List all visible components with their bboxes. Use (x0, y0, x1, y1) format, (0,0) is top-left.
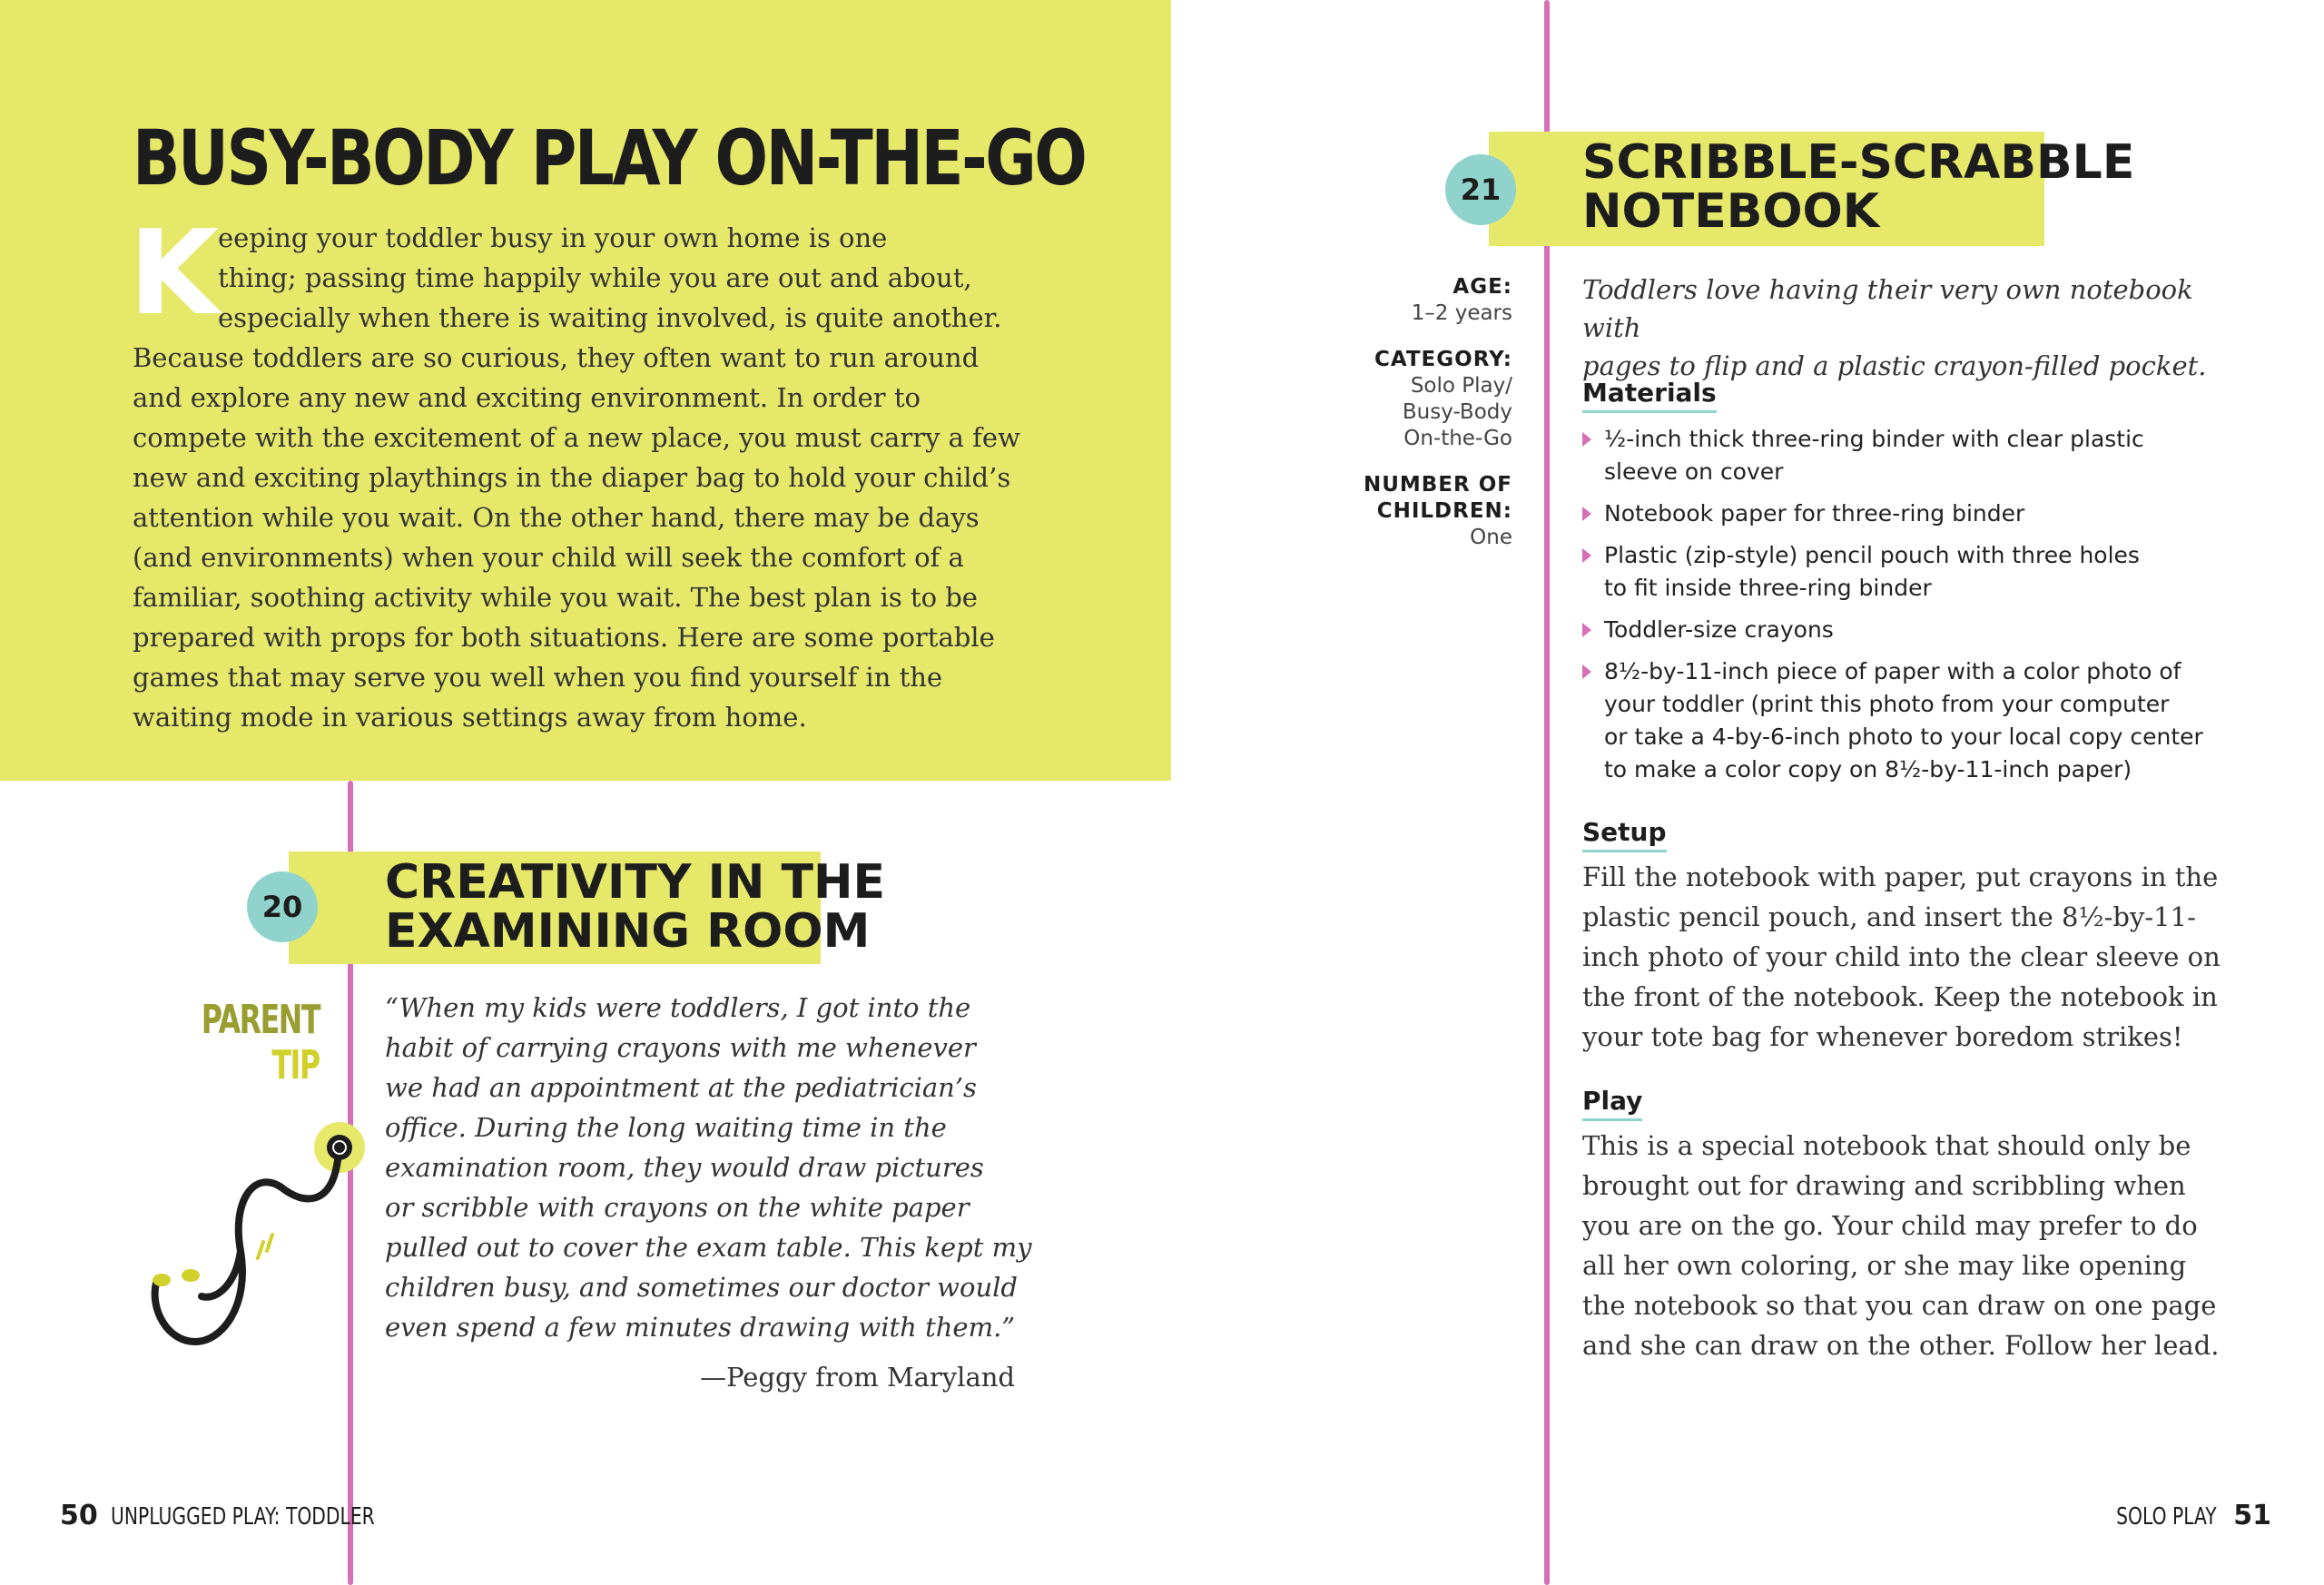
play-line: all her own coloring, or she may like opening (1582, 1250, 2187, 1281)
meta-category-value: On-the-Go (1403, 427, 1512, 450)
intro-line: waiting mode in various settings away from home. (133, 702, 807, 733)
drop-cap: K (129, 206, 220, 341)
materials-item-line: to make a color copy on 8½-by-11-inch paper) (1604, 756, 2132, 783)
materials-item-line: 8½-by-11-inch piece of paper with a color photo of (1604, 658, 2181, 684)
meta-children-label: CHILDREN: (1376, 499, 1512, 523)
materials-item-line: sleeve on cover (1604, 458, 1784, 485)
left-page-footer (60, 1500, 449, 1531)
quote-line: habit of carrying crayons with me whenever (385, 1032, 976, 1063)
quote-attribution: —Peggy from Maryland (700, 1362, 1015, 1393)
materials-list (1582, 423, 2236, 795)
intro-line: attention while you wait. On the other hand, there may be days (133, 502, 980, 533)
intro-line: and explore any new and exciting environment. In order to (133, 382, 921, 413)
activity-21-title (1582, 135, 2135, 239)
bullet-arrow-icon (1582, 665, 1591, 679)
activity-20-title-line1: CREATIVITY IN THE (385, 855, 886, 910)
play-paragraph (1582, 1126, 2236, 1365)
activity-20-title-line2: EXAMINING ROOM (385, 904, 871, 959)
activity-21-intro (1582, 271, 2218, 385)
materials-item (1582, 614, 2236, 646)
stethoscope-icon (145, 1115, 372, 1369)
left-running-head: UNPLUGGED PLAY: TODDLER (111, 1503, 375, 1531)
chapter-section-title: BUSY-BODY PLAY ON-THE-GO (133, 113, 1086, 202)
activity-21-title-line2: NOTEBOOK (1582, 184, 1880, 239)
setup-line: Fill the notebook with paper, put crayons in the (1582, 861, 2219, 892)
quote-line: office. During the long waiting time in the (385, 1112, 947, 1143)
intro-paragraph (133, 218, 1022, 737)
activity-20-number-badge: 20 (247, 871, 318, 942)
materials-item-line: Notebook paper for three-ring binder (1604, 500, 2025, 527)
bullet-arrow-icon (1582, 432, 1591, 447)
meta-category-label: CATEGORY: (1374, 348, 1512, 371)
right-page-number: 51 (2233, 1500, 2271, 1531)
meta-number-of-children (1364, 472, 1512, 551)
intro-line: compete with the excitement of a new place, you must carry a few (133, 422, 1020, 453)
parent-tip-label-parent: PARENT (201, 997, 320, 1043)
quote-line: or scribble with crayons on the white paper (385, 1192, 970, 1223)
quote-line: pulled out to cover the exam table. This kept my (385, 1232, 1032, 1263)
intro-line: prepared with props for both situations. Here are some portable (133, 622, 995, 653)
intro-line: new and exciting playthings in the diaper bag to hold your child’s (133, 462, 1011, 493)
setup-line: the front of the notebook. Keep the notebook in (1582, 981, 2218, 1012)
intro-line: especially when there is waiting involved, is quite another. (218, 302, 1002, 333)
meta-children-label: NUMBER OF (1363, 473, 1512, 497)
materials-item-line: ½-inch thick three-ring binder with clear plastic (1604, 426, 2144, 452)
activity-intro-line: Toddlers love having their very own notebook with (1582, 274, 2193, 343)
materials-heading: Materials (1582, 378, 1717, 413)
meta-age-value: 1–2 years (1411, 301, 1512, 325)
setup-paragraph (1582, 857, 2236, 1057)
quote-line: even spend a few minutes drawing with them.” (385, 1312, 1016, 1343)
quote-line: examination room, they would draw pictures (385, 1152, 984, 1183)
meta-category (1374, 347, 1512, 452)
bullet-arrow-icon (1582, 507, 1591, 521)
quote-line: “When my kids were toddlers, I got into the (385, 992, 971, 1023)
bullet-arrow-icon (1582, 548, 1591, 563)
setup-line: plastic pencil pouch, and insert the 8½-by-11- (1582, 901, 2196, 932)
activity-20-title (385, 855, 886, 959)
parent-tip-label-tip: TIP (271, 1042, 320, 1088)
right-page-footer (2088, 1500, 2271, 1531)
meta-age (1412, 274, 1512, 327)
intro-line: games that may serve you well when you find yourself in the (133, 662, 943, 693)
intro-line: (and environments) when your child will seek the comfort of a (133, 542, 964, 573)
meta-age-label: AGE: (1452, 275, 1512, 299)
materials-item (1582, 539, 2236, 605)
materials-item-line: Toddler-size crayons (1604, 616, 1834, 643)
bullet-arrow-icon (1582, 623, 1591, 637)
setup-line: your tote bag for whenever boredom strikes! (1582, 1021, 2183, 1052)
play-line: you are on the go. Your child may prefer to do (1582, 1210, 2198, 1241)
quote-line: children busy, and sometimes our doctor would (385, 1272, 1018, 1303)
materials-item-line: to fit inside three-ring binder (1604, 575, 1932, 601)
play-heading: Play (1582, 1086, 1642, 1121)
activity-21-number-badge: 21 (1445, 154, 1516, 225)
meta-children-value: One (1470, 526, 1512, 549)
materials-item-line: or take a 4-by-6-inch photo to your local copy center (1604, 724, 2203, 750)
activity-21-title-line1: SCRIBBLE-SCRABBLE (1582, 135, 2135, 190)
play-line: and she can draw on the other. Follow her lead. (1582, 1330, 2220, 1361)
play-line: the notebook so that you can draw on one page (1582, 1290, 2217, 1321)
materials-item (1582, 655, 2236, 786)
setup-line: inch photo of your child into the clear sleeve on (1582, 941, 2221, 972)
parent-tip-quote (385, 988, 1032, 1347)
setup-heading: Setup (1582, 817, 1667, 852)
materials-item (1582, 497, 2236, 530)
play-line: brought out for drawing and scribbling when (1582, 1170, 2186, 1201)
materials-item (1582, 423, 2236, 488)
intro-line: eeping your toddler busy in your own home is one (218, 222, 888, 253)
intro-line: thing; passing time happily while you are out and about, (218, 262, 972, 293)
meta-category-value: Busy-Body (1402, 400, 1512, 424)
activity-intro-line: pages to flip and a plastic crayon-filled pocket. (1582, 350, 2207, 381)
materials-item-line: your toddler (print this photo from your computer (1604, 691, 2170, 717)
meta-category-value: Solo Play/ (1410, 374, 1512, 398)
right-running-head: SOLO PLAY (2116, 1503, 2217, 1531)
left-page-number: 50 (60, 1500, 98, 1531)
materials-item-line: Plastic (zip-style) pencil pouch with three holes (1604, 542, 2140, 568)
play-line: This is a special notebook that should only be (1582, 1130, 2191, 1161)
quote-line: we had an appointment at the pediatrician’s (385, 1072, 977, 1103)
intro-line: Because toddlers are so curious, they often want to run around (133, 342, 980, 373)
intro-line: familiar, soothing activity while you wait. The best plan is to be (133, 582, 978, 613)
